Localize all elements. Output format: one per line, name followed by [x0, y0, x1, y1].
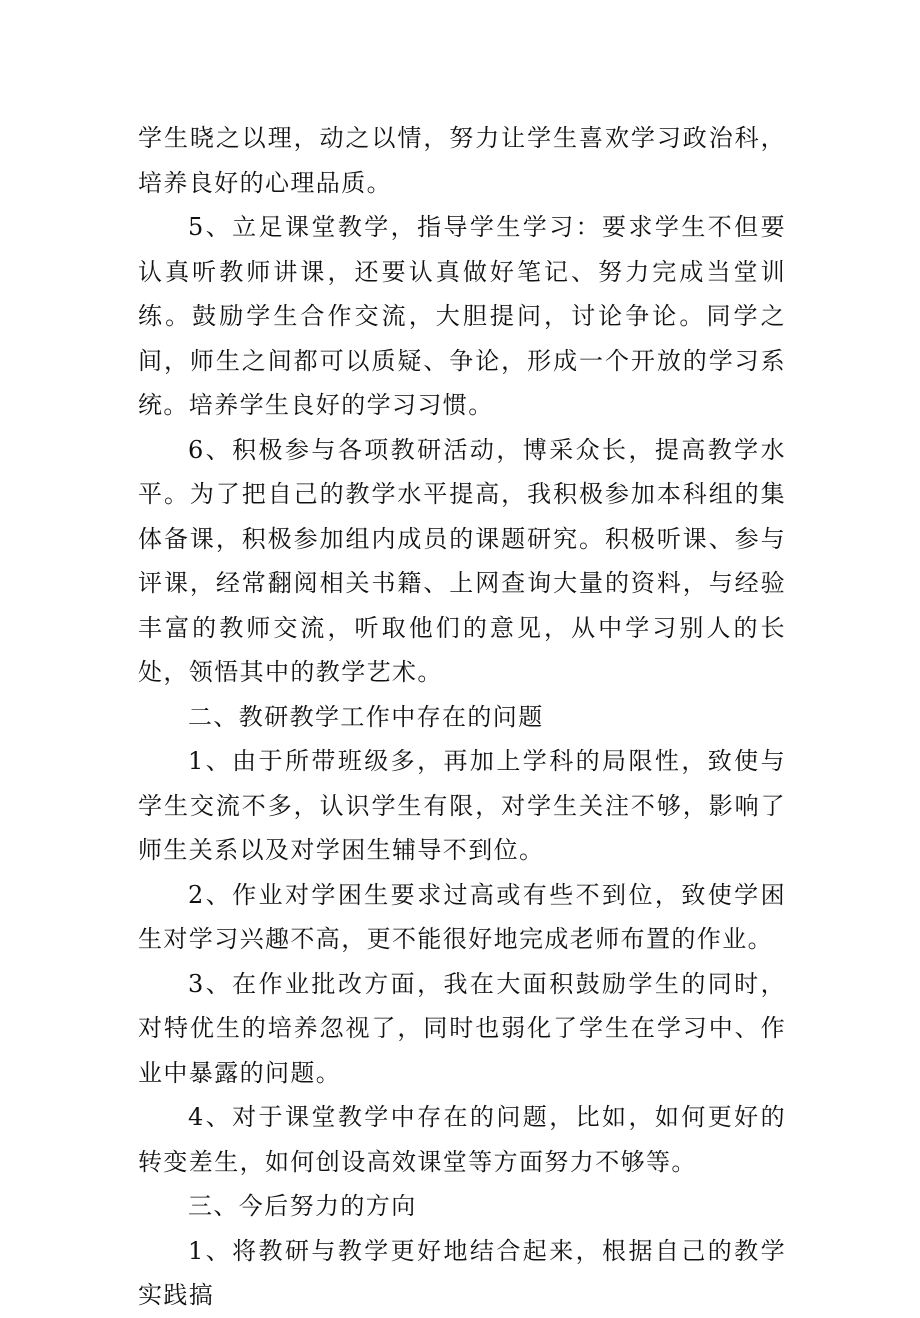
paragraph-problem-2: 2、作业对学困生要求过高或有些不到位，致使学困生对学习兴趣不高，更不能很好地完成老师布置的作业。	[138, 880, 786, 953]
paragraph-item-5: 5、立足课堂教学，指导学生学习：要求学生不但要认真听教师讲课，还要认真做好笔记、努力完成当堂训练。鼓励学生合作交流，大胆提问，讨论争论。同学之间，师生之间都可以质疑、争论，形成一个开放的学习系统。培养学生良好的学习习惯。	[138, 213, 786, 419]
paragraph-problem-1: 1、由于所带班级多，再加上学科的局限性，致使与学生交流不多，认识学生有限，对学生关注不够，影响了师生关系以及对学困生辅导不到位。	[138, 747, 786, 864]
document-body	[138, 116, 786, 1318]
section-heading-future-direction: 三、今后努力的方向	[188, 1192, 417, 1220]
paragraph-continuation: 学生晓之以理，动之以情，努力让学生喜欢学习政治科，培养良好的心理品质。	[138, 124, 786, 197]
section-heading-problems: 二、教研教学工作中存在的问题	[188, 702, 544, 731]
paragraph-direction-1: 1、将教研与教学更好地结合起来，根据自己的教学实践搞	[138, 1236, 786, 1309]
paragraph-problem-3: 3、在作业批改方面，我在大面积鼓励学生的同时，对特优生的培养忽视了，同时也弱化了学生在学习中、作业中暴露的问题。	[138, 969, 786, 1087]
paragraph-item-6: 6、积极参与各项教研活动，博采众长，提高教学水平。为了把自己的教学水平提高，我积极参加本科组的集体备课，积极参加组内成员的课题研究。积极听课、参与评课，经常翻阅相关书籍、上网查询大量的资料，与经验丰富的教师交流，听取他们的意见，从中学习别人的长处，领悟其中的教学艺术。	[138, 435, 786, 686]
paragraph-problem-4: 4、对于课堂教学中存在的问题，比如，如何更好的转变差生，如何创设高效课堂等方面努力不够等。	[138, 1103, 786, 1176]
